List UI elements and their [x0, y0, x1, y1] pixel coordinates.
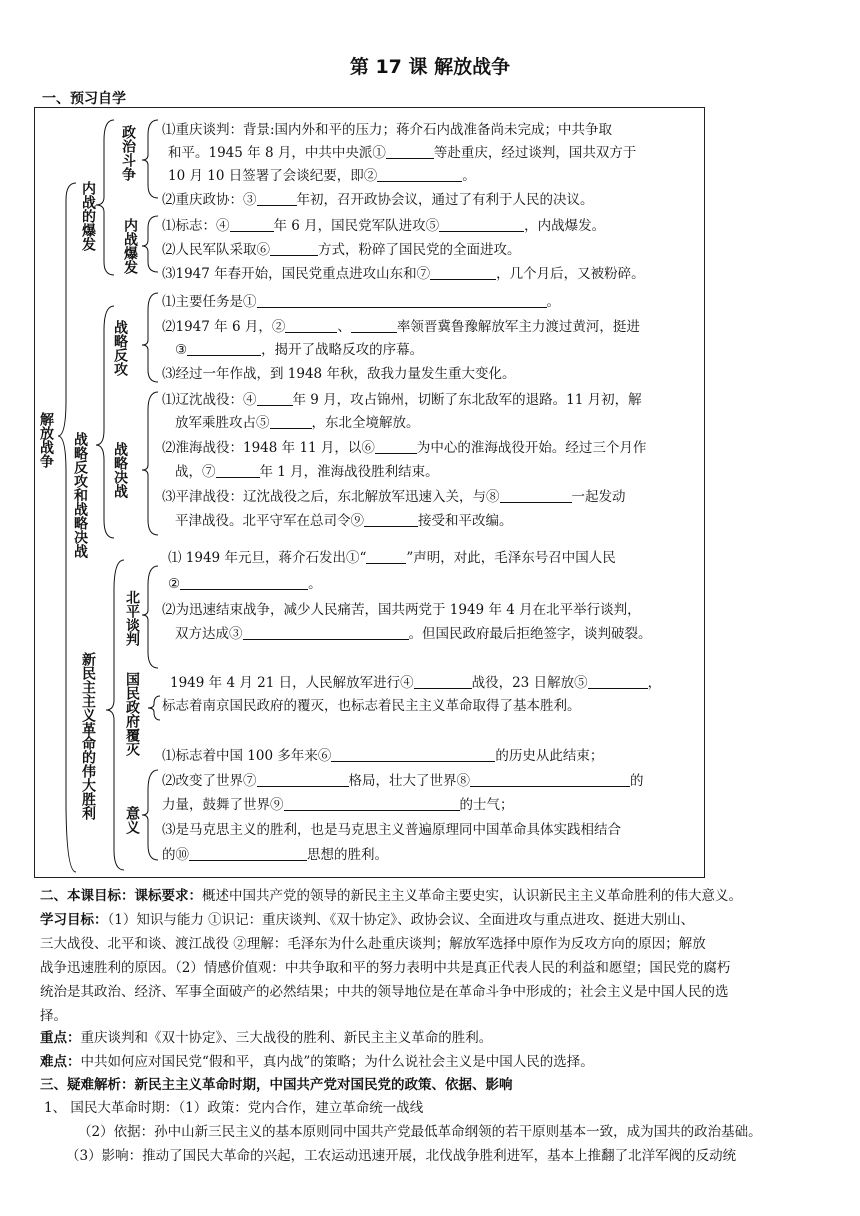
fill-blank[interactable]: [257, 293, 547, 308]
fill-blank[interactable]: [187, 341, 261, 356]
outline-line: ⑴标志：④ 年 6 月，国民党军队进攻⑤ ，内战爆发。: [162, 218, 606, 234]
outline-line: 放军乘胜攻占⑤ ，东北全境解放。: [175, 415, 420, 431]
fill-blank[interactable]: [270, 241, 318, 256]
label-strategic-counter: 战略反攻: [112, 320, 128, 376]
outline-line: ⑵人民军队采取⑥ 方式，粉碎了国民党的全面进攻。: [162, 242, 521, 258]
fill-blank[interactable]: [430, 265, 496, 280]
fill-blank[interactable]: [216, 463, 260, 478]
outline-line: 1949 年 4 月 21 日，人民解放军进行④ 战役，23 日解放⑤ ，: [170, 675, 662, 691]
fill-blank[interactable]: [470, 772, 630, 787]
fill-blank[interactable]: [364, 512, 418, 527]
course-goal-line: 二、本课目标：课标要求：概述中国共产党的领导的新民主主义革命主要史实，认识新民主主义革命胜利的伟大意义。: [40, 888, 742, 904]
learning-goal-line: 战争迅速胜利的原因。（2）情感价值观：中共争取和平的努力表明中共是真正代表人民的利益和愿望；国民党的腐朽: [40, 960, 731, 976]
outline-line: ⑴辽沈战役：④ 年 9 月，攻占锦州，切断了东北敌军的退路。11 月初，解: [162, 392, 642, 408]
fill-blank[interactable]: [230, 217, 274, 232]
learning-goal-line: 统治是其政治、经济、军事全面破产的必然结果；中共的领导地位是在革命斗争中形成的；社会主义是中国人民的选: [40, 984, 729, 1000]
outline-line: ⑵淮海战役：1948 年 11 月，以⑥ 为中心的淮海战役开始。经过三个月作: [162, 440, 647, 456]
label-civil-war-outbreak: 内战爆发: [122, 218, 138, 274]
outline-line: ⑴ 1949 年元旦，蒋介石发出①“ ”声明，对此，毛泽东号召中国人民: [168, 550, 616, 566]
outline-line: ⑴重庆谈判：背景:国内外和平的压力；蒋介石内战准备尚未完成；中共争取: [162, 122, 613, 138]
learning-goal-line: 三大战役、北平和谈、渡江战役 ②理解：毛泽东为什么赴重庆谈判；解放军选择中原作为反攻方向的原因；解放: [40, 936, 706, 952]
outline-line: 标志着南京国民政府的覆灭，也标志着民主主义革命取得了基本胜利。: [162, 698, 581, 714]
outline-line: ⑵改变了世界⑦ 格局，壮大了世界⑧ 的: [162, 773, 644, 789]
fill-blank[interactable]: [377, 167, 462, 182]
section-heading-preview: 一、预习自学: [42, 91, 126, 107]
learning-goal-line: 择。: [40, 1008, 67, 1024]
fill-blank[interactable]: [189, 846, 307, 861]
label-government-fall: 国民政府覆灭: [124, 672, 140, 756]
label-liberation-war: 解放战争: [38, 412, 54, 468]
fill-blank[interactable]: [270, 414, 312, 429]
outline-line: ⑴主要任务是① 。: [162, 294, 560, 310]
outline-line: 的⑩ 思想的胜利。: [162, 847, 388, 863]
analysis-line: 1、 国民大革命时期：（1）政策：党内合作，建立革命统一战线: [44, 1100, 424, 1116]
fill-blank[interactable]: [351, 318, 397, 333]
outline-line: ⑴标志着中国 100 多年来⑥ 的历史从此结束；: [162, 748, 604, 764]
fill-blank[interactable]: [386, 144, 434, 159]
fill-blank[interactable]: [257, 191, 297, 206]
fill-blank[interactable]: [257, 772, 349, 787]
outline-line: ⑶经过一年作战，到 1948 年秋，敌我力量发生重大变化。: [162, 366, 516, 382]
fill-blank[interactable]: [500, 488, 572, 503]
fill-blank[interactable]: [243, 625, 409, 640]
fill-blank[interactable]: [414, 674, 472, 689]
label-great-victory: 新民主主义革命的伟大胜利: [80, 652, 96, 820]
outline-line: ⑵重庆政协：③ 年初，召开政协会议，通过了有利于人民的决议。: [162, 192, 594, 208]
label-political-struggle: 政治斗争: [120, 125, 136, 181]
outline-line: ⑶是马克思主义的胜利，也是马克思主义普遍原理同中国革命具体实践相结合: [162, 822, 621, 838]
label-strategic-decisive: 战略决战: [112, 442, 128, 498]
page-title: 第 17 课 解放战争: [349, 56, 511, 78]
outline-line: 战，⑦ 年 1 月，淮海战役胜利结束。: [175, 464, 439, 480]
outline-line: ② 。: [168, 576, 322, 592]
analysis-heading: 三、疑难解析：新民主主义革命时期，中国共产党对国民党的政策、依据、影响: [40, 1077, 513, 1093]
analysis-line: （2）依据：孙中山新三民主义的基本原则同中国共产党最低革命纲领的若干原则基本一致，成为国共的政治基础。: [78, 1124, 762, 1140]
outline-line: 和平。1945 年 8 月，中共中央派① 等赴重庆，经过谈判，国共双方于: [168, 145, 637, 161]
analysis-line: （3）影响：推动了国民大革命的兴起，工农运动迅速开展，北伐战争胜利进军，基本上推翻了北洋军阀的反动统: [66, 1148, 737, 1164]
fill-blank[interactable]: [588, 674, 648, 689]
fill-blank[interactable]: [331, 747, 495, 762]
learning-goal-line: 学习目标：（1）知识与能力 ①识记：重庆谈判、《双十协定》、政协会议、全面进攻与重点进攻、挺进大别山、: [40, 912, 695, 928]
label-significance: 意义: [124, 806, 140, 834]
fill-blank[interactable]: [439, 217, 524, 232]
outline-line: ③ ，揭开了战略反攻的序幕。: [175, 342, 424, 358]
fill-blank[interactable]: [366, 549, 406, 564]
outline-line: ⑶平津战役：辽沈战役之后，东北解放军迅速入关，与⑧ 一起发动: [162, 489, 626, 505]
fill-blank[interactable]: [257, 391, 293, 406]
outline-line: 力量，鼓舞了世界⑨ 的士气；: [162, 797, 514, 813]
fill-blank[interactable]: [180, 575, 308, 590]
fill-blank[interactable]: [284, 796, 460, 811]
fill-blank[interactable]: [285, 318, 337, 333]
key-points-line: 重点：重庆谈判和《双十协定》、三大战役的胜利、新民主主义革命的胜利。: [40, 1030, 493, 1046]
outline-line: ⑵为迅速结束战争，减少人民痛苦，国共两党于 1949 年 4 月在北平举行谈判，: [162, 602, 641, 618]
label-war-outbreak: 内战的爆发: [80, 181, 96, 251]
fill-blank[interactable]: [375, 439, 417, 454]
outline-line: 平津战役。北平守军在总司令⑨ 接受和平改编。: [175, 513, 513, 529]
label-peiping-talks: 北平谈判: [124, 590, 140, 646]
outline-line: ⑵1947 年 6 月，② 、 率领晋冀鲁豫解放军主力渡过黄河，挺进: [162, 319, 640, 335]
difficult-points-line: 难点：中共如何应对国民党“假和平，真内战”的策略；为什么说社会主义是中国人民的选择。: [40, 1054, 594, 1070]
outline-line: 双方达成③ 。但国民政府最后拒绝签字，谈判破裂。: [175, 626, 652, 642]
label-counter-and-decisive: 战略反攻和战略决战: [72, 432, 88, 558]
outline-line: 10 月 10 日签署了会谈纪要，即② 。: [168, 168, 476, 184]
outline-line: ⑶1947 年春开始，国民党重点进攻山东和⑦ ，几个月后，又被粉碎。: [162, 266, 645, 282]
